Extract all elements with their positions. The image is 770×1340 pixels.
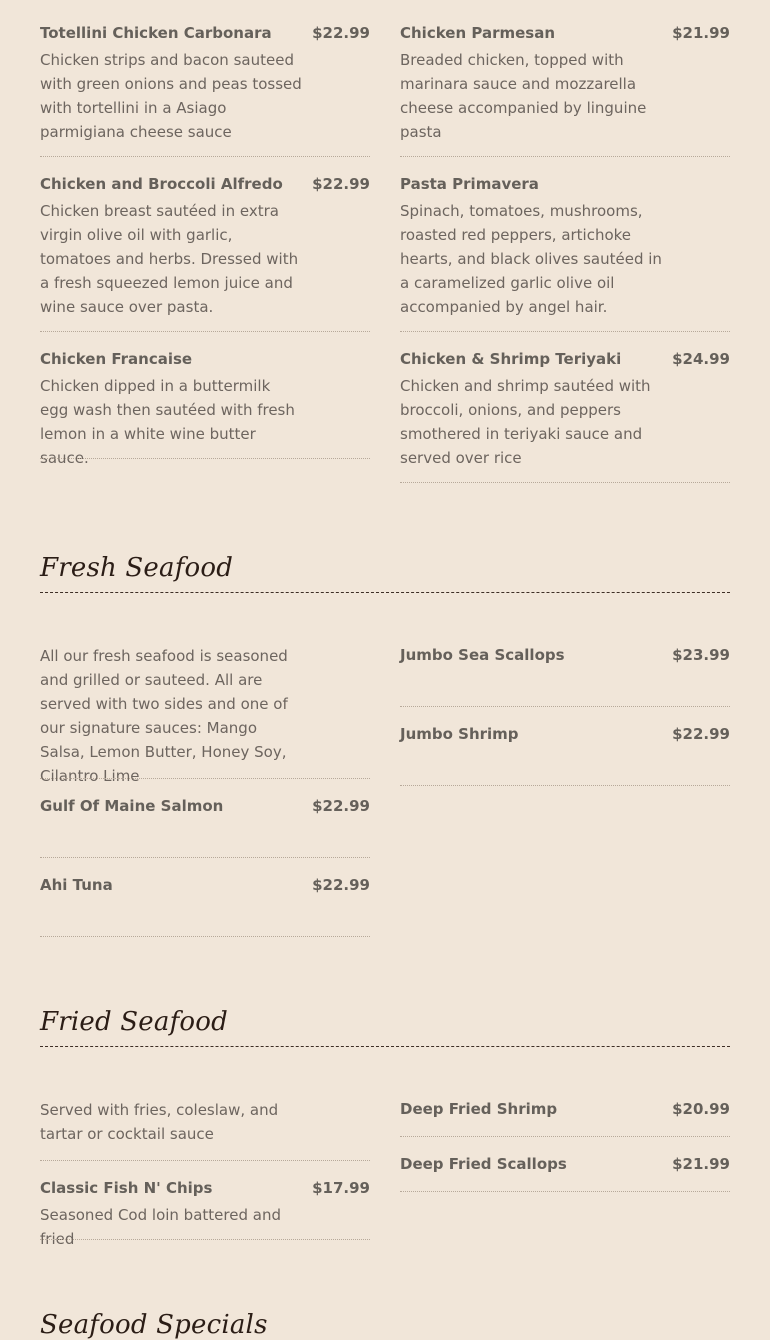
- section-intro: Served with fries, coleslaw, and tartar or cocktail sauce: [40, 1101, 279, 1143]
- item-name: Chicken Parmesan: [400, 24, 556, 42]
- section-title-fresh-seafood: Fresh Seafood: [40, 553, 234, 583]
- item-price: $21.99: [672, 24, 730, 42]
- divider: [40, 1160, 370, 1161]
- item-price: $22.99: [312, 24, 370, 42]
- section-divider: [40, 592, 730, 593]
- divider: [400, 706, 730, 707]
- divider: [40, 778, 370, 779]
- divider: [40, 156, 370, 157]
- item-description: Seasoned Cod loin battered and fried: [40, 1206, 281, 1248]
- item-price: $22.99: [672, 725, 730, 743]
- divider: [400, 1191, 730, 1192]
- item-name: Deep Fried Scallops: [400, 1155, 567, 1173]
- divider: [400, 1136, 730, 1137]
- item-price: $23.99: [672, 646, 730, 664]
- item-name: Jumbo Shrimp: [400, 725, 519, 743]
- divider: [400, 785, 730, 786]
- item-name: Jumbo Sea Scallops: [400, 646, 565, 664]
- item-name: Deep Fried Shrimp: [400, 1100, 558, 1118]
- divider: [40, 857, 370, 858]
- item-description: Chicken dipped in a buttermilk egg wash then sautéed with fresh lemon in a white wine butter sauce.: [40, 377, 295, 467]
- item-name: Ahi Tuna: [40, 876, 113, 894]
- divider: [400, 482, 730, 483]
- section-title-fried-seafood: Fried Seafood: [40, 1007, 228, 1037]
- divider: [400, 156, 730, 157]
- item-price: $20.99: [672, 1100, 730, 1118]
- section-intro: All our fresh seafood is seasoned and grilled or sauteed. All are served with two sides and one of our signature sauces: Mango Salsa, Lemon Butter, Honey Soy, Cilantro Lime: [40, 647, 288, 785]
- item-name: Totellini Chicken Carbonara: [40, 24, 272, 42]
- divider: [40, 936, 370, 937]
- divider: [400, 331, 730, 332]
- item-price: $22.99: [312, 175, 370, 193]
- item-price: $24.99: [672, 350, 730, 368]
- item-description: Spinach, tomatoes, mushrooms, roasted red peppers, artichoke hearts, and black olives sautéed in a caramelized garlic olive oil accompanied by angel hair.: [400, 202, 662, 316]
- item-description: Chicken breast sautéed in extra virgin olive oil with garlic, tomatoes and herbs. Dressed with a fresh squeezed lemon juice and wine sauce over pasta.: [40, 202, 299, 316]
- item-name: Gulf Of Maine Salmon: [40, 797, 224, 815]
- divider: [40, 1239, 370, 1240]
- item-name: Chicken Francaise: [40, 350, 193, 368]
- item-price: $22.99: [312, 876, 370, 894]
- divider: [40, 331, 370, 332]
- item-name: Classic Fish N' Chips: [40, 1179, 213, 1197]
- item-price: $22.99: [312, 797, 370, 815]
- item-description: Chicken and shrimp sautéed with broccoli, onions, and peppers smothered in teriyaki sauce and served over rice: [400, 377, 651, 467]
- item-price: $17.99: [312, 1179, 370, 1197]
- item-name: Chicken & Shrimp Teriyaki: [400, 350, 622, 368]
- item-name: Chicken and Broccoli Alfredo: [40, 175, 283, 193]
- divider: [40, 458, 370, 459]
- item-price: $21.99: [672, 1155, 730, 1173]
- section-title-seafood-specials: Seafood Specials: [40, 1310, 268, 1340]
- item-name: Pasta Primavera: [400, 175, 539, 193]
- section-divider: [40, 1046, 730, 1047]
- item-description: Chicken strips and bacon sauteed with green onions and peas tossed with tortellini in a Asiago parmigiana cheese sauce: [40, 51, 302, 141]
- item-description: Breaded chicken, topped with marinara sauce and mozzarella cheese accompanied by linguine pasta: [400, 51, 647, 141]
